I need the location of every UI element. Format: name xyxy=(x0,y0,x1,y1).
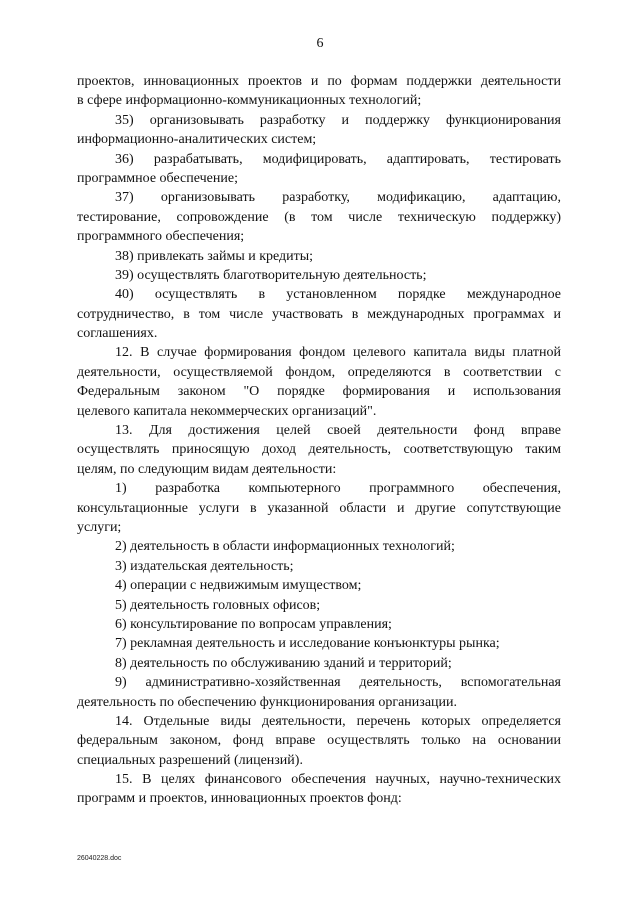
text-line: 35) организовывать разработку и поддержку функционирования xyxy=(115,112,561,128)
text-line: 8) деятельность по обслуживанию зданий и территорий; xyxy=(115,655,452,671)
text-line: программного обеспечения; xyxy=(77,229,245,245)
text-line: Федеральным законом "О порядке формирования и использования xyxy=(77,384,561,400)
text-line: консультационные услуги в указанной области и другие сопутствующие xyxy=(77,500,561,516)
text-line: осуществлять приносящую доход деятельность, соответствующую таким xyxy=(77,442,561,458)
text-line: 9) административно-хозяйственная деятельность, вспомогательная xyxy=(115,675,561,691)
text-line: программ и проектов, инновационных проектов фонд: xyxy=(77,791,402,807)
text-line: деятельность по обеспечению функционирования организации. xyxy=(77,694,458,710)
text-line: в сфере информационно-коммуникационных технологий; xyxy=(77,93,422,109)
text-line: 14. Отдельные виды деятельности, перечень которых определяется xyxy=(115,713,561,729)
text-line: 5) деятельность головных офисов; xyxy=(115,597,321,613)
footer-filename: 26040228.doc xyxy=(77,855,122,862)
text-line: 40) осуществлять в установленном порядке международное xyxy=(115,287,561,303)
page-number: 6 xyxy=(316,36,324,51)
text-line: 37) организовывать разработку, модификацию, адаптацию, xyxy=(115,190,561,206)
text-line: услуги; xyxy=(77,519,122,535)
document-body xyxy=(77,72,561,809)
text-line: информационно-аналитических систем; xyxy=(77,132,317,148)
text-line: федеральным законом, фонд вправе осуществлять только на основании xyxy=(77,733,561,749)
text-line: проектов, инновационных проектов и по формам поддержки деятельности xyxy=(77,74,561,89)
text-line: программное обеспечение; xyxy=(77,170,238,186)
text-line: сотрудничество, в том числе участвовать в международных программах и xyxy=(77,306,561,322)
text-line: 7) рекламная деятельность и исследование конъюнктуры рынка; xyxy=(115,636,500,652)
text-line: 2) деятельность в области информационных технологий; xyxy=(115,539,455,555)
text-line: 6) консультирование по вопросам управления; xyxy=(115,616,392,632)
text-line: тестирование, сопровождение (в том числе техническую поддержку) xyxy=(77,209,561,225)
text-line: 13. Для достижения целей своей деятельности фонд вправе xyxy=(115,423,561,439)
text-line: 1) разработка компьютерного программного обеспечения, xyxy=(115,481,561,497)
text-line: соглашениях. xyxy=(77,326,158,342)
text-line: 15. В целях финансового обеспечения научных, научно-технических xyxy=(115,772,561,788)
text-line: деятельности, осуществляемой фондом, определяются в соответствии с xyxy=(77,364,561,380)
text-line: 38) привлекать займы и кредиты; xyxy=(115,248,314,264)
text-line: 4) операции с недвижимым имуществом; xyxy=(115,578,362,594)
text-line: 12. В случае формирования фондом целевого капитала виды платной xyxy=(115,345,561,361)
text-line: 39) осуществлять благотворительную деятельность; xyxy=(115,267,427,283)
text-line: 3) издательская деятельность; xyxy=(115,558,294,574)
text-line: целевого капитала некоммерческих организаций". xyxy=(77,403,377,419)
text-line: специальных разрешений (лицензий). xyxy=(77,752,303,768)
text-line: 36) разрабатывать, модифицировать, адаптировать, тестировать xyxy=(115,151,561,167)
text-line: целям, по следующим видам деятельности: xyxy=(77,461,337,477)
